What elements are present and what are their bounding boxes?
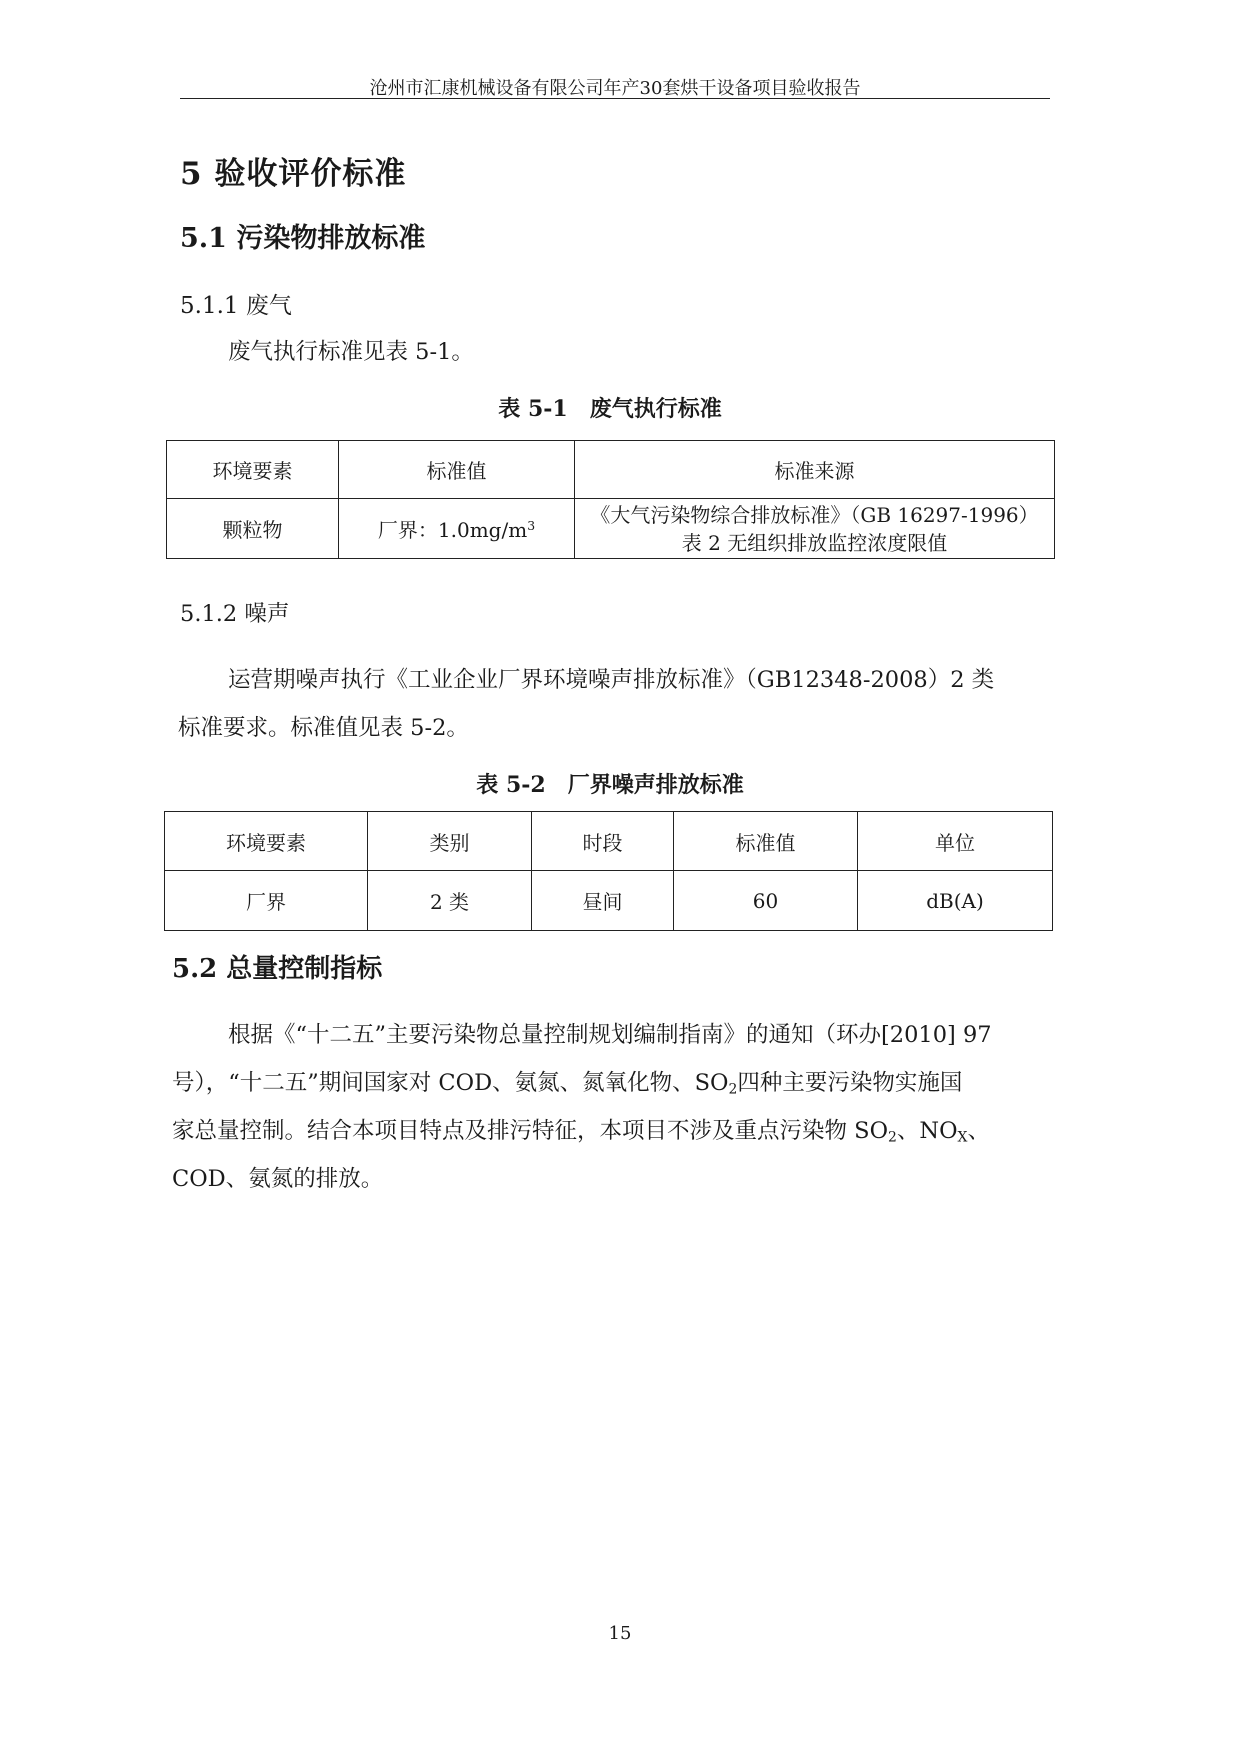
exhaust-intro-paragraph: 废气执行标准见表 5-1。 bbox=[228, 339, 474, 365]
table-cell-value bbox=[339, 499, 575, 559]
header-rule bbox=[180, 98, 1050, 99]
table-5-2 bbox=[164, 811, 1053, 931]
table-cell-element: 颗粒物 bbox=[167, 499, 339, 559]
page-number: 15 bbox=[608, 1623, 632, 1644]
subscript: 2 bbox=[728, 1081, 738, 1098]
table-header-cell: 单位 bbox=[858, 812, 1053, 871]
table-cell-source bbox=[575, 499, 1055, 559]
noise-paragraph-line-2: 标准要求。标准值见表 5-2。 bbox=[178, 715, 469, 741]
table-cell: 厂界 bbox=[165, 871, 368, 931]
table-5-1-caption: 表 5-1 废气执行标准 bbox=[498, 396, 722, 422]
table-header-cell: 标准值 bbox=[339, 441, 575, 499]
section-5-1-1-heading: 5.1.1 废气 bbox=[180, 293, 292, 319]
subscript: 2 bbox=[888, 1129, 897, 1146]
table-header-cell: 环境要素 bbox=[165, 812, 368, 871]
line-text: 号），“十二五”期间国家对 COD、氨氮、氮氧化物、SO bbox=[172, 1070, 729, 1096]
line-text: 家总量控制。结合本项目特点及排污特征，本项目不涉及重点污染物 SO bbox=[172, 1118, 889, 1144]
table-header-cell: 类别 bbox=[368, 812, 532, 871]
section-5-2-heading: 5.2 总量控制指标 bbox=[172, 954, 383, 984]
table-header-cell: 时段 bbox=[532, 812, 674, 871]
table-cell: 昼间 bbox=[532, 871, 674, 931]
total-control-line-2 bbox=[172, 1059, 962, 1113]
line-text: 四种主要污染物实施国 bbox=[737, 1070, 963, 1096]
table-header-cell: 标准来源 bbox=[575, 441, 1055, 499]
table-cell: dB(A) bbox=[858, 871, 1053, 931]
table-cell: 2 类 bbox=[368, 871, 532, 931]
table-cell: 60 bbox=[674, 871, 858, 931]
line-text: 、 bbox=[967, 1118, 990, 1144]
section-5-1-heading: 5.1 污染物排放标准 bbox=[180, 223, 426, 254]
value-text: 厂界：1.0mg/m bbox=[377, 518, 528, 542]
table-row bbox=[165, 871, 1053, 931]
source-line-1: 《大气污染物综合排放标准》（GB 16297-1996） bbox=[590, 502, 1039, 527]
total-control-line-4: COD、氨氮的排放。 bbox=[172, 1166, 384, 1192]
table-row bbox=[167, 499, 1055, 559]
table-header-cell: 标准值 bbox=[674, 812, 858, 871]
table-5-2-caption: 表 5-2 厂界噪声排放标准 bbox=[476, 772, 744, 798]
value-superscript: 3 bbox=[527, 518, 536, 534]
source-line-2: 表 2 无组织排放监控浓度限值 bbox=[681, 530, 948, 555]
line-text: 、NO bbox=[896, 1118, 958, 1144]
section-5-heading: 5 验收评价标准 bbox=[180, 156, 407, 192]
section-5-1-2-heading: 5.1.2 噪声 bbox=[180, 601, 290, 627]
table-row bbox=[165, 812, 1053, 871]
table-5-1 bbox=[166, 440, 1055, 559]
noise-paragraph-line-1: 运营期噪声执行《工业企业厂界环境噪声排放标准》（GB12348-2008）2 类 bbox=[228, 667, 995, 693]
running-header: 沧州市汇康机械设备有限公司年产30套烘干设备项目验收报告 bbox=[369, 78, 861, 99]
total-control-line-1: 根据《“十二五”主要污染物总量控制规划编制指南》的通知（环办[2010] 97 bbox=[228, 1022, 992, 1048]
table-header-cell: 环境要素 bbox=[167, 441, 339, 499]
subscript: X bbox=[957, 1129, 968, 1146]
total-control-line-3 bbox=[172, 1107, 990, 1161]
table-row bbox=[167, 441, 1055, 499]
